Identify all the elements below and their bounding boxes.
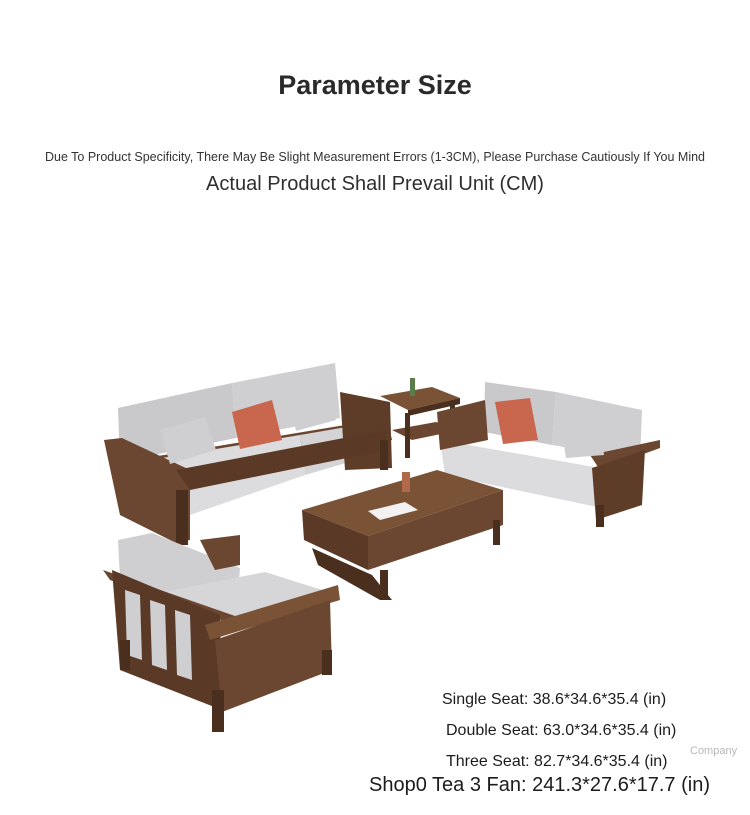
single-seat-armchair	[103, 533, 340, 732]
measurement-note: Due To Product Specificity, There May Be Slight Measurement Errors (1-3CM), Please Purchase Cautiously If You Mind	[44, 150, 706, 164]
spec-single-seat: Single Seat: 38.6*34.6*35.4 (in)	[442, 691, 667, 708]
spec-three-seat: Three Seat: 82.7*34.6*35.4 (in)	[446, 753, 668, 770]
spec-tea-table-set: Shop0 Tea 3 Fan: 241.3*27.6*17.7 (in)	[369, 774, 710, 796]
unit-note: Actual Product Shall Prevail Unit (CM)	[206, 173, 544, 195]
watermark: Company	[690, 745, 738, 757]
page-title: Parameter Size	[278, 70, 472, 100]
coffee-table	[302, 470, 503, 600]
spec-double-seat: Double Seat: 63.0*34.6*35.4 (in)	[446, 722, 677, 739]
